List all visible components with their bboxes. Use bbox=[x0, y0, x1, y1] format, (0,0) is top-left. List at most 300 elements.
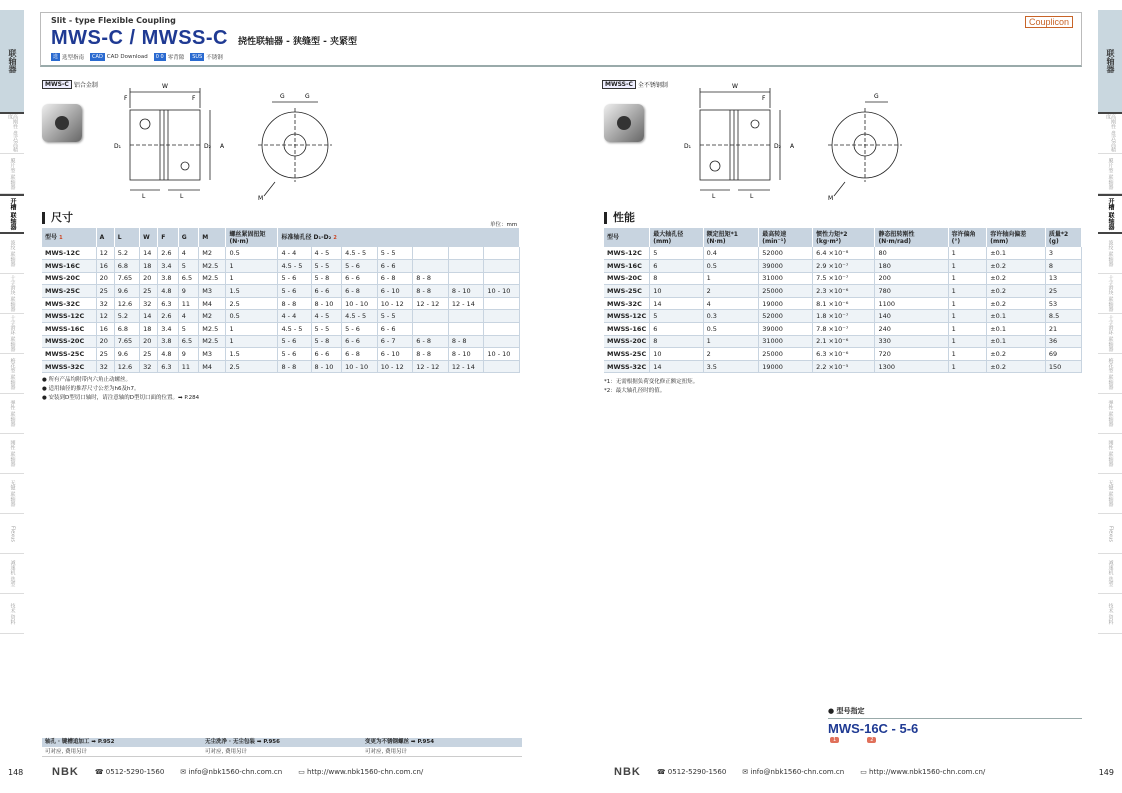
table-cell: 31000 bbox=[759, 335, 813, 348]
table-cell bbox=[448, 260, 484, 273]
phone-icon: ☎ bbox=[656, 768, 668, 776]
table-cell: 80 bbox=[875, 247, 948, 260]
table-cell: 5 - 6 bbox=[278, 348, 311, 361]
table-cell: 7.5 ×10⁻⁷ bbox=[813, 272, 875, 285]
perf-col-header: 质量*2 (g) bbox=[1045, 228, 1081, 247]
table-cell: MWS-16C bbox=[604, 260, 650, 273]
table-cell: 8 bbox=[1045, 260, 1081, 273]
table-cell: MWS-12C bbox=[604, 247, 650, 260]
side-tab[interactable] bbox=[1098, 154, 1122, 194]
table-cell: 32 bbox=[140, 360, 158, 373]
table-row bbox=[42, 285, 520, 298]
col-a: A bbox=[96, 228, 114, 247]
table-cell: 8 - 10 bbox=[311, 360, 342, 373]
dimensions-notes bbox=[42, 376, 199, 403]
table-cell: 14 bbox=[140, 310, 158, 323]
side-tab-label: 联轴器 bbox=[1106, 49, 1115, 73]
side-tab-label: 梅花型 联轴器 bbox=[9, 357, 16, 390]
table-row bbox=[604, 285, 1082, 298]
email-right[interactable]: ✉ info@nbk1560-chn.com.cn bbox=[742, 768, 845, 776]
brand-logo: Couplicon bbox=[1025, 16, 1073, 28]
table-cell: 1.8 ×10⁻⁷ bbox=[813, 310, 875, 323]
model-spec-title: ● 型号指定 bbox=[828, 707, 865, 715]
side-tab[interactable] bbox=[0, 274, 24, 314]
table-row bbox=[604, 348, 1082, 361]
table-cell bbox=[484, 297, 520, 310]
table-cell: 0.5 bbox=[226, 247, 278, 260]
table-cell: 8 - 10 bbox=[448, 348, 484, 361]
series-label: Slit - type Flexible Coupling bbox=[51, 16, 176, 25]
dim-a-label-right: A bbox=[790, 143, 795, 150]
table-cell: 8.1 ×10⁻⁶ bbox=[813, 297, 875, 310]
table-cell: 16 bbox=[96, 260, 114, 273]
table-cell: 20 bbox=[140, 335, 158, 348]
table-cell bbox=[448, 272, 484, 285]
side-tab[interactable] bbox=[1098, 594, 1122, 634]
table-cell: 780 bbox=[875, 285, 948, 298]
model-spec-mark-1: 1 bbox=[830, 737, 839, 743]
left-front-view-drawing bbox=[250, 88, 340, 203]
perf-note-2: *2：最大轴孔径时的值。 bbox=[604, 388, 666, 394]
performance-heading: 性能 bbox=[604, 212, 635, 224]
table-row bbox=[604, 297, 1082, 310]
table-cell bbox=[484, 260, 520, 273]
table-cell: 8 - 8 bbox=[413, 348, 449, 361]
table-cell: 0.5 bbox=[703, 260, 759, 273]
table-cell: 7.65 bbox=[114, 335, 139, 348]
side-tab-label: 技术 资料 bbox=[1107, 602, 1114, 625]
note-3[interactable]: ● 安装到D型切口轴时，请注意轴的D型切口面的位置。➡ P.284 bbox=[42, 395, 200, 401]
table-cell: 1 bbox=[948, 335, 987, 348]
table-cell: ±0.2 bbox=[987, 360, 1046, 373]
perf-col-header: 容许轴向偏差 (mm) bbox=[987, 228, 1046, 247]
table-cell: 5 - 5 bbox=[377, 310, 413, 323]
table-cell: 6 bbox=[650, 260, 703, 273]
side-tab[interactable] bbox=[0, 434, 24, 474]
side-tab[interactable] bbox=[0, 194, 24, 234]
table-cell: 8 - 10 bbox=[448, 285, 484, 298]
side-tab-label: 弹性 联轴器 bbox=[1107, 400, 1114, 427]
table-cell: 69 bbox=[1045, 348, 1081, 361]
table-cell: 0.3 bbox=[703, 310, 759, 323]
table-row bbox=[42, 260, 520, 273]
table-cell: 3.4 bbox=[158, 323, 179, 336]
table-cell: 13 bbox=[1045, 272, 1081, 285]
website-right[interactable]: ▭ http://www.nbk1560-chn.com.cn/ bbox=[860, 768, 986, 776]
side-tab-label: 刚性 联轴器 bbox=[9, 440, 16, 467]
table-cell: 10 - 10 bbox=[342, 297, 378, 310]
table-cell: 5 - 6 bbox=[278, 272, 311, 285]
right-front-view-drawing bbox=[820, 88, 910, 203]
table-cell: 19000 bbox=[759, 360, 813, 373]
dim-g-label-right: G bbox=[874, 93, 879, 100]
side-tab[interactable] bbox=[1098, 194, 1122, 234]
table-cell: 5 - 8 bbox=[311, 335, 342, 348]
table-cell: 1 bbox=[948, 360, 987, 373]
table-cell: 2.1 ×10⁻⁶ bbox=[813, 335, 875, 348]
table-cell: 2.6 bbox=[158, 247, 179, 260]
website[interactable]: ▭ http://www.nbk1560-chn.com.cn/ bbox=[298, 768, 424, 776]
table-cell: 1 bbox=[948, 285, 987, 298]
table-cell: 4.5 - 5 bbox=[278, 323, 311, 336]
table-cell: 5 - 8 bbox=[311, 272, 342, 285]
table-cell: 12 - 12 bbox=[413, 297, 449, 310]
side-tab-label: 刚性 联轴器 bbox=[1107, 440, 1114, 467]
table-cell: 3.5 bbox=[703, 360, 759, 373]
table-cell: 1.5 bbox=[226, 285, 278, 298]
table-cell: 5 bbox=[650, 310, 703, 323]
table-cell bbox=[413, 247, 449, 260]
col-l: L bbox=[114, 228, 139, 247]
perf-col-header: 容许偏角 (°) bbox=[948, 228, 987, 247]
table-cell: 12.6 bbox=[114, 360, 139, 373]
table-cell: 4 bbox=[703, 297, 759, 310]
table-cell: 1 bbox=[948, 297, 987, 310]
table-cell: 10 - 10 bbox=[342, 360, 378, 373]
side-tab-label: 减速机 选型 bbox=[9, 560, 16, 587]
table-cell: 8 bbox=[650, 272, 703, 285]
table-cell: 2 bbox=[703, 348, 759, 361]
table-cell: 1 bbox=[226, 260, 278, 273]
table-cell: 330 bbox=[875, 335, 948, 348]
side-tab-label: 十字滑环 联轴器 bbox=[1107, 315, 1114, 352]
table-row bbox=[42, 323, 520, 336]
table-cell: 4.8 bbox=[158, 285, 179, 298]
side-tab-label: 十字滑环 联轴器 bbox=[9, 315, 16, 352]
table-cell: 52000 bbox=[759, 310, 813, 323]
table-cell: 1 bbox=[226, 323, 278, 336]
nbk-logo-right: NBK bbox=[614, 766, 641, 778]
dim-w-label-right: W bbox=[732, 83, 738, 90]
table-cell: 5 - 5 bbox=[377, 247, 413, 260]
table-cell: M4 bbox=[199, 360, 226, 373]
left-side-view-drawing bbox=[100, 78, 240, 203]
page-header bbox=[40, 12, 1082, 67]
mail-icon: ✉ bbox=[180, 768, 189, 776]
table-cell: 6 - 6 bbox=[342, 272, 378, 285]
perf-col-header: 最大轴孔径 (mm) bbox=[650, 228, 703, 247]
side-tab[interactable] bbox=[1098, 10, 1122, 114]
table-cell: 720 bbox=[875, 348, 948, 361]
table-cell: 10 - 10 bbox=[484, 348, 520, 361]
table-cell: 14 bbox=[650, 297, 703, 310]
side-tab[interactable] bbox=[1098, 114, 1122, 154]
side-tab[interactable] bbox=[1098, 514, 1122, 554]
table-cell: 4 - 5 bbox=[311, 310, 342, 323]
side-tab-label: 十字滑块 联轴器 bbox=[1107, 275, 1114, 312]
table-cell: M3 bbox=[199, 285, 226, 298]
table-row bbox=[604, 323, 1082, 336]
side-tab[interactable] bbox=[1098, 234, 1122, 274]
side-tab-label: 减速机 选型 bbox=[1107, 560, 1114, 587]
table-row bbox=[42, 360, 520, 373]
table-cell: 4.5 - 5 bbox=[342, 310, 378, 323]
table-cell: 1 bbox=[948, 272, 987, 285]
side-tab-label: 开槽 联轴器 bbox=[1107, 197, 1114, 231]
dim-a-label: A bbox=[220, 143, 225, 150]
table-cell: 6 - 8 bbox=[342, 348, 378, 361]
side-tab[interactable] bbox=[0, 114, 24, 154]
side-tab[interactable] bbox=[1098, 434, 1122, 474]
side-tab[interactable] bbox=[0, 354, 24, 394]
side-tab[interactable] bbox=[0, 394, 24, 434]
table-cell: 39000 bbox=[759, 260, 813, 273]
table-cell: MWSS-32C bbox=[604, 360, 650, 373]
table-cell: 5 - 6 bbox=[278, 285, 311, 298]
table-cell: 1 bbox=[226, 335, 278, 348]
phone: ☎ 0512-5290-1560 bbox=[94, 768, 165, 776]
email[interactable]: ✉ info@nbk1560-chn.com.cn bbox=[180, 768, 283, 776]
table-cell: 25 bbox=[96, 285, 114, 298]
table-cell: 9.6 bbox=[114, 348, 139, 361]
right-footer bbox=[614, 766, 985, 778]
table-cell: 9.6 bbox=[114, 285, 139, 298]
table-cell: ±0.2 bbox=[987, 297, 1046, 310]
table-cell: 6 - 6 bbox=[311, 348, 342, 361]
dimensions-heading: 尺寸 bbox=[42, 212, 73, 224]
table-cell: MWS-16C bbox=[42, 260, 96, 273]
dim-f2-label: F bbox=[192, 95, 196, 102]
side-tab[interactable] bbox=[0, 314, 24, 354]
table-cell: 5.2 bbox=[114, 310, 139, 323]
table-cell: 3 bbox=[1045, 247, 1081, 260]
table-cell: MWS-20C bbox=[42, 272, 96, 285]
dim-l2-label-right: L bbox=[750, 193, 754, 200]
table-cell: 4 - 4 bbox=[278, 247, 311, 260]
side-tab-label: 膜片型 联轴器 bbox=[9, 157, 16, 190]
table-cell: 6 - 6 bbox=[342, 335, 378, 348]
dim-d2-label: D₂ bbox=[204, 143, 212, 150]
side-tab-label: 膜片型 联轴器 bbox=[1107, 157, 1114, 190]
table-cell: 9 bbox=[178, 348, 199, 361]
dim-g-label: G bbox=[280, 93, 285, 100]
side-tab[interactable] bbox=[0, 514, 24, 554]
table-cell: 25 bbox=[96, 348, 114, 361]
table-cell bbox=[484, 310, 520, 323]
table-cell: 6 - 8 bbox=[342, 285, 378, 298]
side-tab-label: 弹性 联轴器 bbox=[9, 400, 16, 427]
table-cell: 5 - 6 bbox=[278, 335, 311, 348]
table-cell: 21 bbox=[1045, 323, 1081, 336]
table-cell: 10 - 12 bbox=[377, 297, 413, 310]
info-box-bore-machining[interactable]: 轴孔 · 键槽追加工 ➡ P.952 可对应, 费用另计 bbox=[42, 738, 202, 758]
table-cell: 4.5 - 5 bbox=[342, 247, 378, 260]
side-tab[interactable] bbox=[1098, 314, 1122, 354]
left-material-label: MWS-C 铝合金制 bbox=[42, 80, 98, 89]
table-row bbox=[604, 360, 1082, 373]
table-cell: 1300 bbox=[875, 360, 948, 373]
table-cell: MWSS-25C bbox=[604, 348, 650, 361]
dim-g2-label: G bbox=[305, 93, 310, 100]
info-box-cleanroom[interactable]: 无尘洗净 · 无尘包装 ➡ P.956 可对应, 费用另计 bbox=[202, 738, 362, 758]
table-cell: 0.5 bbox=[226, 310, 278, 323]
table-cell: 2.6 bbox=[158, 310, 179, 323]
table-cell: 0.5 bbox=[703, 323, 759, 336]
side-tab[interactable] bbox=[1098, 394, 1122, 434]
table-cell: 6.3 ×10⁻⁶ bbox=[813, 348, 875, 361]
dim-f-label: F bbox=[124, 95, 128, 102]
dim-m-label: M bbox=[258, 195, 264, 202]
side-tab-label: 高刚性 盘式/高精度 bbox=[7, 114, 18, 153]
table-cell: 32 bbox=[140, 297, 158, 310]
table-cell: MWS-20C bbox=[604, 272, 650, 285]
table-cell: 8 - 8 bbox=[413, 272, 449, 285]
table-cell: 3.4 bbox=[158, 260, 179, 273]
table-cell: MWSS-12C bbox=[42, 310, 96, 323]
table-cell: 20 bbox=[140, 272, 158, 285]
table-cell: 1 bbox=[948, 310, 987, 323]
table-cell: ±0.2 bbox=[987, 272, 1046, 285]
table-cell: ±0.1 bbox=[987, 323, 1046, 336]
table-row bbox=[42, 297, 520, 310]
info-box-stainless-screw[interactable]: 变更为不锈钢螺丝 ➡ P.954 可对应, 费用另计 bbox=[362, 738, 522, 758]
dim-l-label-right: L bbox=[712, 193, 716, 200]
side-tab[interactable] bbox=[0, 10, 24, 114]
table-cell: 11 bbox=[178, 297, 199, 310]
table-cell: 52000 bbox=[759, 247, 813, 260]
table-cell: 6.8 bbox=[114, 260, 139, 273]
left-side-tabs bbox=[0, 10, 24, 634]
table-cell: 8 - 8 bbox=[278, 297, 311, 310]
table-cell: 10 - 12 bbox=[377, 360, 413, 373]
table-cell: 6 - 6 bbox=[377, 260, 413, 273]
table-cell: 31000 bbox=[759, 272, 813, 285]
table-cell: 7.8 ×10⁻⁷ bbox=[813, 323, 875, 336]
performance-notes bbox=[604, 378, 698, 396]
side-tab-label: 十字滑块 联轴器 bbox=[9, 275, 16, 312]
table-cell: 1 bbox=[703, 335, 759, 348]
table-cell: MWS-32C bbox=[42, 297, 96, 310]
perf-col-header: 型号 bbox=[604, 228, 650, 247]
right-side-tabs bbox=[1098, 10, 1122, 634]
table-cell: 6.3 bbox=[158, 297, 179, 310]
table-cell: ±0.2 bbox=[987, 260, 1046, 273]
table-cell: 5 - 5 bbox=[311, 260, 342, 273]
side-tab-label: 波纹 联轴器 bbox=[1107, 240, 1114, 267]
side-tab[interactable] bbox=[0, 474, 24, 514]
table-cell: 32 bbox=[96, 360, 114, 373]
table-cell: 2 bbox=[703, 285, 759, 298]
table-cell: 140 bbox=[875, 310, 948, 323]
side-tab[interactable] bbox=[1098, 274, 1122, 314]
table-cell: 6 bbox=[650, 323, 703, 336]
table-cell: 8 - 10 bbox=[311, 297, 342, 310]
table-cell: 16 bbox=[96, 323, 114, 336]
table-cell: 25 bbox=[140, 285, 158, 298]
mail-icon: ✉ bbox=[742, 768, 751, 776]
side-tab-label: 联轴器 bbox=[8, 49, 17, 73]
table-cell: MWS-12C bbox=[42, 247, 96, 260]
col-f: F bbox=[158, 228, 179, 247]
table-cell: 6.5 bbox=[178, 335, 199, 348]
table-cell: MWSS-20C bbox=[604, 335, 650, 348]
dim-f-label-right: F bbox=[762, 95, 766, 102]
table-cell: 18 bbox=[140, 260, 158, 273]
table-cell bbox=[448, 247, 484, 260]
table-cell: M2 bbox=[199, 247, 226, 260]
side-tab-label: 梅花型 联轴器 bbox=[1107, 357, 1114, 390]
table-cell: MWSS-20C bbox=[42, 335, 96, 348]
web-icon: ▭ bbox=[860, 768, 870, 776]
table-cell: 53 bbox=[1045, 297, 1081, 310]
table-cell: 4 bbox=[178, 310, 199, 323]
table-cell: 200 bbox=[875, 272, 948, 285]
table-cell: MWS-32C bbox=[604, 297, 650, 310]
table-cell: 6 - 8 bbox=[413, 335, 449, 348]
model-spec-code: MWS-16C - 5-6 bbox=[828, 718, 1082, 736]
table-cell: 12 bbox=[96, 247, 114, 260]
table-cell: 36 bbox=[1045, 335, 1081, 348]
left-page-number: 148 bbox=[8, 768, 24, 777]
table-cell: ±0.1 bbox=[987, 310, 1046, 323]
side-tab[interactable] bbox=[0, 594, 24, 634]
table-cell: MWSS-12C bbox=[604, 310, 650, 323]
table-cell: 39000 bbox=[759, 323, 813, 336]
side-tab[interactable] bbox=[1098, 554, 1122, 594]
side-tab-label: Flexus bbox=[1107, 525, 1114, 542]
table-cell bbox=[413, 323, 449, 336]
table-cell bbox=[448, 323, 484, 336]
table-cell: 10 bbox=[650, 348, 703, 361]
table-cell: MWSS-16C bbox=[604, 323, 650, 336]
side-tab[interactable] bbox=[0, 154, 24, 194]
side-tab[interactable] bbox=[1098, 354, 1122, 394]
table-cell: 8 bbox=[650, 335, 703, 348]
col-m: M bbox=[199, 228, 226, 247]
side-tab-label: 技术 资料 bbox=[9, 602, 16, 625]
table-row bbox=[42, 335, 520, 348]
dim-d2-label-right: D₂ bbox=[774, 143, 782, 150]
side-tab[interactable] bbox=[0, 234, 24, 274]
table-cell bbox=[448, 310, 484, 323]
table-cell bbox=[484, 247, 520, 260]
model-specification bbox=[828, 706, 1082, 743]
table-cell: 6 - 10 bbox=[377, 285, 413, 298]
unit-note: 单位：mm bbox=[490, 222, 518, 228]
badge-cad[interactable]: CAD CAD Download bbox=[92, 54, 148, 60]
table-cell: 6 - 6 bbox=[377, 323, 413, 336]
side-tab[interactable] bbox=[0, 554, 24, 594]
page-subtitle: 挠性联轴器 - 狭缝型 - 夹紧型 bbox=[237, 37, 357, 47]
table-cell: 10 bbox=[650, 285, 703, 298]
table-cell: ±0.2 bbox=[987, 348, 1046, 361]
badge-selection[interactable]: 选 选型指南 bbox=[53, 54, 85, 61]
table-cell: 12 - 12 bbox=[413, 360, 449, 373]
table-cell: 6 - 7 bbox=[377, 335, 413, 348]
table-cell: 12.6 bbox=[114, 297, 139, 310]
perf-col-header: 最高转速 (min⁻¹) bbox=[759, 228, 813, 247]
table-cell: 5 - 5 bbox=[311, 323, 342, 336]
table-cell: 1100 bbox=[875, 297, 948, 310]
web-icon: ▭ bbox=[298, 768, 308, 776]
table-cell: 0.4 bbox=[703, 247, 759, 260]
dim-d1-label: D₁ bbox=[114, 143, 122, 150]
side-tab[interactable] bbox=[1098, 474, 1122, 514]
dim-l-label: L bbox=[142, 193, 146, 200]
table-cell: 5 - 6 bbox=[342, 323, 378, 336]
table-cell: 240 bbox=[875, 323, 948, 336]
table-cell: 1 bbox=[948, 323, 987, 336]
table-cell: 2.5 bbox=[226, 360, 278, 373]
dim-m-label-right: M bbox=[828, 195, 834, 202]
table-cell: 3.8 bbox=[158, 272, 179, 285]
table-cell bbox=[413, 310, 449, 323]
table-cell: 12 - 14 bbox=[448, 297, 484, 310]
perf-note-1: *1：无需根据负荷变化修正额定扭矩。 bbox=[604, 379, 699, 385]
table-cell: 2.5 bbox=[226, 297, 278, 310]
table-cell: 8.5 bbox=[1045, 310, 1081, 323]
table-cell: MWS-25C bbox=[42, 285, 96, 298]
